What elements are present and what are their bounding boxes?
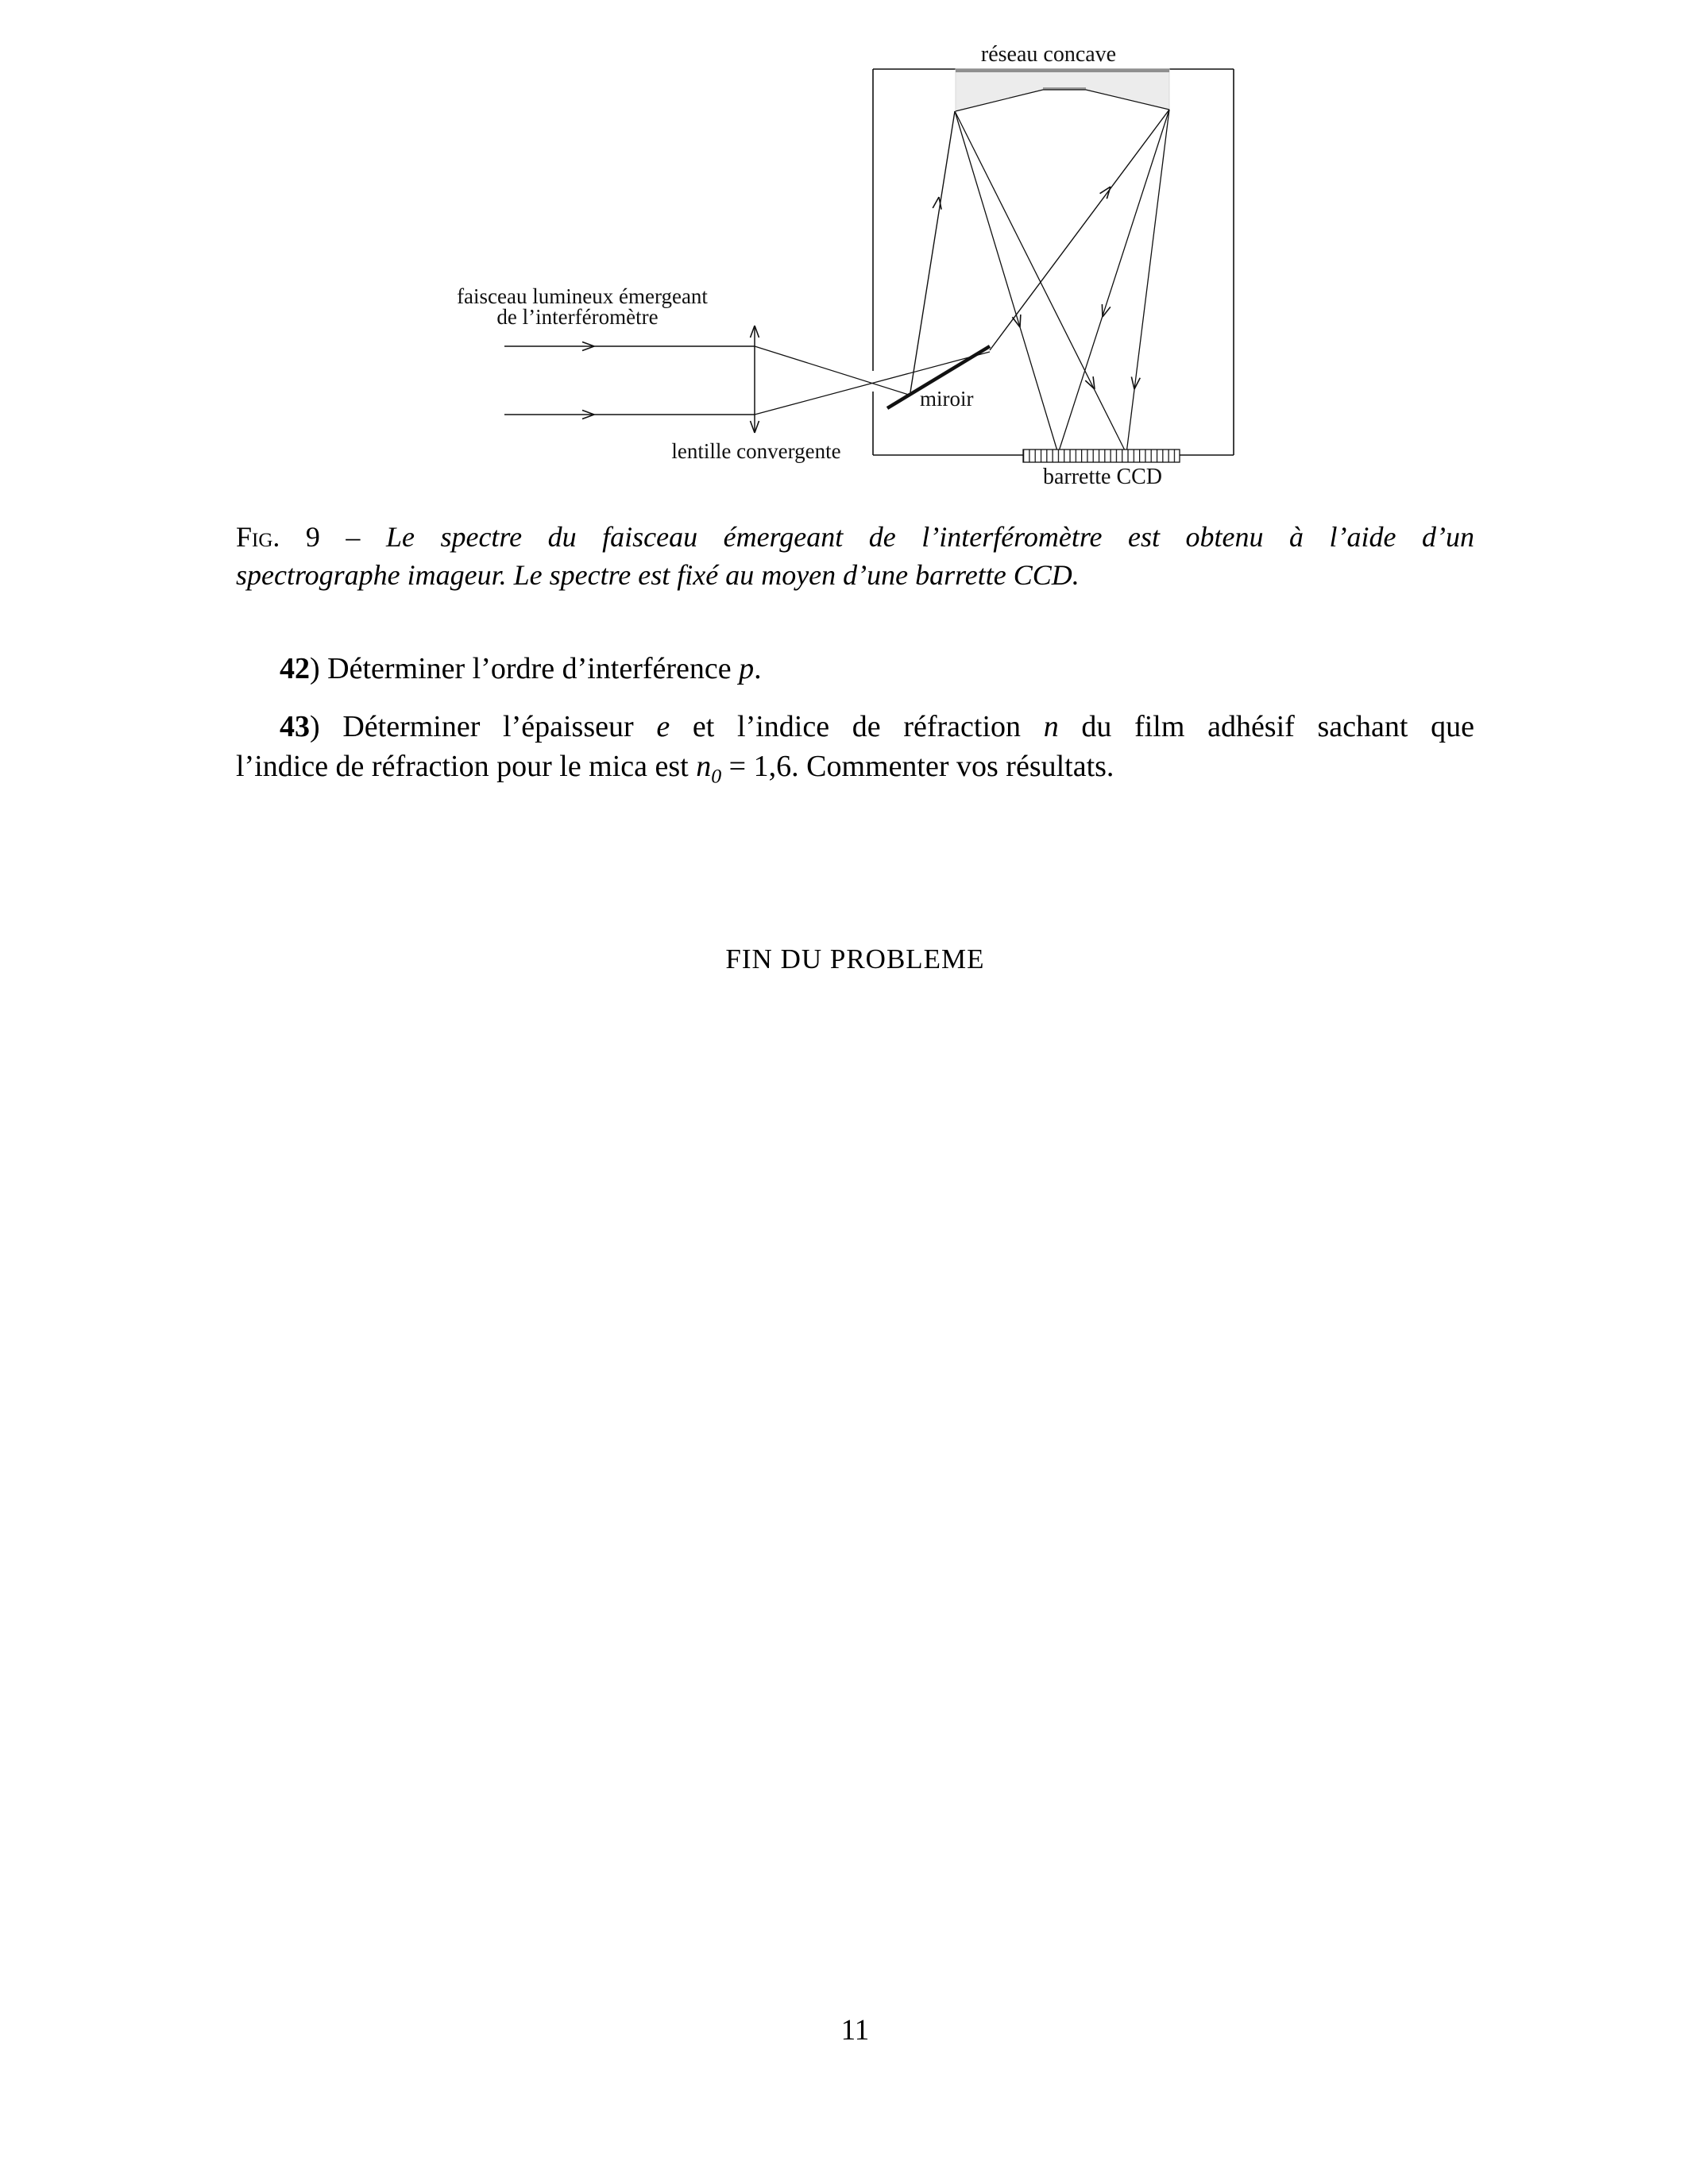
ray-mirror-to-grating-right bbox=[990, 110, 1169, 350]
converging-lens bbox=[751, 326, 759, 433]
ray-B-to-focus2 bbox=[1126, 110, 1169, 453]
ray-A-to-focus2 bbox=[955, 111, 1126, 453]
question-43-line-2 bbox=[236, 747, 1474, 786]
beam-label-line1: faisceau lumineux émergeant bbox=[457, 284, 708, 308]
ccd-strip bbox=[1023, 450, 1180, 462]
grating-label: réseau concave bbox=[980, 42, 1117, 67]
question-43-number: 43 bbox=[280, 710, 310, 743]
question-43-text-a: Déterminer l’épaisseur bbox=[342, 710, 657, 743]
caption-figure-label: Fig. 9 bbox=[236, 521, 320, 553]
mirror-label: miroir bbox=[920, 387, 974, 411]
caption-text-line2: spectrographe imageur. Le spectre est fixé au moyen d’une barrette CCD. bbox=[236, 559, 1080, 591]
question-42 bbox=[236, 649, 1474, 689]
caption-line-2 bbox=[236, 556, 1474, 594]
ccd-label: barrette CCD bbox=[1042, 465, 1163, 489]
spectrograph-diagram bbox=[437, 30, 1263, 503]
math-var-p: p bbox=[739, 652, 755, 685]
question-42-text: Déterminer l’ordre d’interférence bbox=[327, 652, 740, 685]
beam-label-line2: de l’interféromètre bbox=[496, 305, 659, 329]
page-number: 11 bbox=[840, 2014, 870, 2047]
question-42-number: 42 bbox=[280, 652, 310, 685]
question-43-text-b: et l’indice de réfraction bbox=[670, 710, 1044, 743]
ray-B-to-focus1 bbox=[1058, 110, 1169, 453]
question-42-period: . bbox=[754, 652, 762, 685]
question-43-text-e: = 1,6. Commenter vos résultats. bbox=[721, 750, 1114, 783]
caption-line-1 bbox=[236, 518, 1474, 556]
math-var-n0-subscript: 0 bbox=[711, 764, 722, 788]
arrow-up-left-ray bbox=[933, 196, 943, 210]
lens-label: lentille convergente bbox=[671, 439, 841, 463]
question-43-text-c: du film adhésif sachant que bbox=[1058, 710, 1474, 743]
question-42-line bbox=[236, 649, 1474, 689]
question-43-line-1 bbox=[236, 707, 1474, 747]
math-var-n0 bbox=[696, 750, 722, 788]
math-var-n0-base: n bbox=[696, 750, 712, 783]
caption-separator: – bbox=[319, 521, 386, 553]
math-var-n: n bbox=[1043, 710, 1059, 743]
end-of-problem-text: FIN DU PROBLEME bbox=[725, 943, 985, 974]
ray-mirror-to-grating-left bbox=[910, 111, 955, 392]
question-42-paren: ) bbox=[310, 652, 328, 685]
question-43 bbox=[236, 707, 1474, 786]
question-43-paren: ) bbox=[310, 710, 343, 743]
caption-text-line1: Le spectre du faisceau émergeant de l’interféromètre est obtenu à l’aide d’un bbox=[385, 521, 1474, 553]
ray-lens-to-mirror-low bbox=[755, 346, 909, 395]
figure-caption bbox=[236, 518, 1474, 594]
question-43-text-d: l’indice de réfraction pour le mica est bbox=[236, 750, 697, 783]
incoming-beam bbox=[504, 346, 755, 415]
diffracted-rays bbox=[955, 110, 1169, 453]
math-var-e: e bbox=[656, 710, 670, 743]
